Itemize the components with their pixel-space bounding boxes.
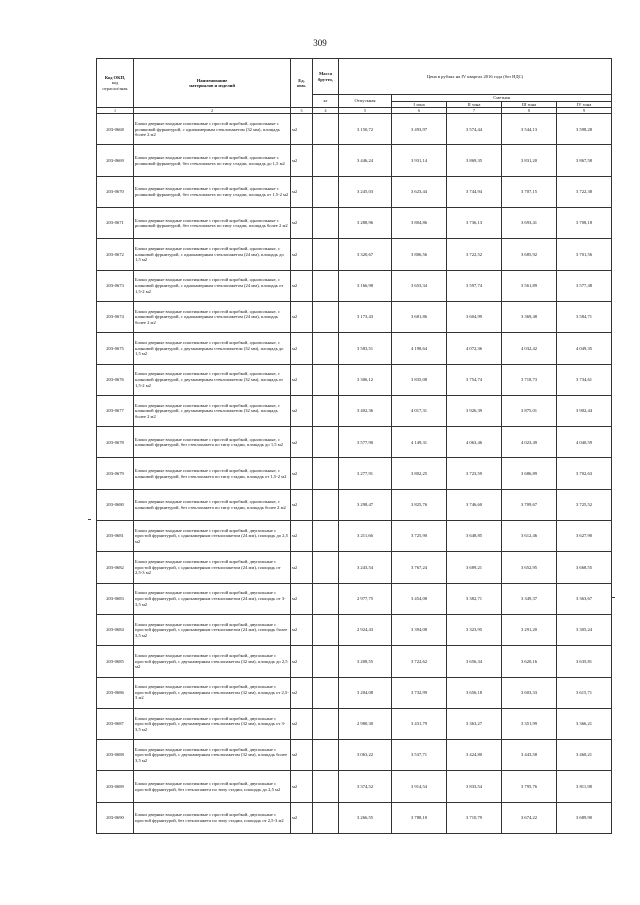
item-price-otpusknaya: 3 446,24 xyxy=(339,145,392,176)
table-row xyxy=(97,364,612,395)
table-row xyxy=(97,552,612,583)
item-unit: м2 xyxy=(291,208,313,239)
item-unit: м2 xyxy=(291,521,313,552)
item-price-zone-1: 3 835,08 xyxy=(392,364,447,395)
item-name: Блоки дверные входные пластиковые с простой коробкой, двупольные с простой фурнитурой, с однокамерным стеклопакетом (24 мм), площадь от 3-3,5 м2 xyxy=(134,583,291,614)
item-price-zone-4: 3 811,98 xyxy=(557,771,612,802)
item-unit: м2 xyxy=(291,489,313,520)
table-row xyxy=(97,646,612,677)
item-code: 203-0689 xyxy=(97,771,134,802)
item-code: 203-0678 xyxy=(97,427,134,458)
item-price-zone-3: 3 875,01 xyxy=(502,395,557,426)
header-mass: Масса брутто, xyxy=(313,59,339,95)
item-price-zone-1: 4 198,64 xyxy=(392,333,447,364)
item-price-zone-1: 3 802,25 xyxy=(392,458,447,489)
item-price-zone-2: 3 722,52 xyxy=(447,239,502,270)
item-name: Блоки дверные входные пластиковые с простой коробкой, однопольные, с клиновой фурнитурой, с однокамерным стеклопакетом (24 мм), площадь более 2 м2 xyxy=(134,301,291,332)
item-price-zone-3: 3 349,37 xyxy=(502,583,557,614)
item-price-otpusknaya: 3 298,47 xyxy=(339,489,392,520)
item-price-zone-4: 4 049,35 xyxy=(557,333,612,364)
item-price-zone-2: 3 323,95 xyxy=(447,614,502,645)
item-price-otpusknaya: 3 063,22 xyxy=(339,740,392,771)
header-code: Код ОКП, код отрасли/знак xyxy=(97,59,134,108)
item-mass xyxy=(313,614,339,645)
column-number: 1 xyxy=(97,108,134,114)
item-price-zone-4: 3 635,81 xyxy=(557,646,612,677)
item-price-zone-3: 3 620,16 xyxy=(502,646,557,677)
item-price-zone-3: 3 351,99 xyxy=(502,708,557,739)
item-name: Блоки дверные входные пластиковые с простой коробкой, двупольные с простой фурнитурой, с однокамерным стеклопакетом (24 мм), площадь до 2,5 м2 xyxy=(134,521,291,552)
item-mass xyxy=(313,176,339,207)
item-mass xyxy=(313,364,339,395)
item-price-zone-2: 3 689,21 xyxy=(447,552,502,583)
item-name: Блоки дверные входные пластиковые с простой коробкой, однопольные с роликовой фурнитурой, без стеклопакета по типу стадии, площадь более 2 м2 xyxy=(134,208,291,239)
item-price-otpusknaya: 2 980,30 xyxy=(339,708,392,739)
item-code: 203-0671 xyxy=(97,208,134,239)
header-otpusknaya: Отпускная xyxy=(339,95,392,108)
item-code: 203-0679 xyxy=(97,458,134,489)
item-unit: м2 xyxy=(291,740,313,771)
item-price-zone-2: 3 710,79 xyxy=(447,802,502,833)
item-price-zone-2: 4 072,36 xyxy=(447,333,502,364)
header-zone-4: IV зона xyxy=(557,101,612,108)
item-code: 203-0668 xyxy=(97,114,134,145)
column-number: 3 xyxy=(291,108,313,114)
item-price-zone-4: 3 366,21 xyxy=(557,708,612,739)
item-price-otpusknaya: 3 173,43 xyxy=(339,301,392,332)
item-price-zone-3: 3 685,92 xyxy=(502,239,557,270)
item-name: Блоки дверные входные пластиковые с простой коробкой, двупольные с простой фурнитурой, без стеклопакета по типу стадии, площадь до 2,5 м2 xyxy=(134,771,291,802)
item-price-otpusknaya: 3 166,98 xyxy=(339,270,392,301)
item-price-otpusknaya: 3 374,52 xyxy=(339,771,392,802)
item-price-zone-3: 3 369,48 xyxy=(502,301,557,332)
margin-mark xyxy=(88,519,91,520)
table-row xyxy=(97,802,612,833)
item-unit: м2 xyxy=(291,239,313,270)
item-name: Блоки дверные входные пластиковые с простой коробкой, однопольные с роликовой фурнитурой, без стеклопакета по типу стадии, площадь до 1,5 м2 xyxy=(134,145,291,176)
item-name: Блоки дверные входные пластиковые с простой коробкой, однопольные, с клиновой фурнитурой, с однокамерным стеклопакетом (24 мм), площадь от 1,5-2 м2 xyxy=(134,270,291,301)
header-name: Наименование материалов и изделий xyxy=(134,59,291,108)
item-unit: м2 xyxy=(291,677,313,708)
item-price-zone-2: 3 424,80 xyxy=(447,740,502,771)
item-price-zone-3: 3 291,20 xyxy=(502,614,557,645)
table-row xyxy=(97,239,612,270)
margin-mark xyxy=(612,597,615,598)
item-price-zone-3: 3 544,13 xyxy=(502,114,557,145)
item-price-zone-1: 3 681,86 xyxy=(392,301,447,332)
item-price-zone-3: 3 707,15 xyxy=(502,176,557,207)
item-price-zone-4: 3 577,48 xyxy=(557,270,612,301)
header-zone-3: III зона xyxy=(502,101,557,108)
table-row xyxy=(97,708,612,739)
item-mass xyxy=(313,802,339,833)
item-price-otpusknaya: 3 583,51 xyxy=(339,333,392,364)
item-price-zone-1: 3 732,99 xyxy=(392,677,447,708)
item-name: Блоки дверные входные пластиковые с простой коробкой, двупольные с простой фурнитурой, с однокамерным стеклопакетом (24 мм), площадь от 2,5-3 м2 xyxy=(134,552,291,583)
item-unit: м2 xyxy=(291,458,313,489)
item-unit: м2 xyxy=(291,708,313,739)
table-row xyxy=(97,395,612,426)
item-price-zone-1: 3 537,71 xyxy=(392,740,447,771)
item-mass xyxy=(313,771,339,802)
item-unit: м2 xyxy=(291,395,313,426)
item-price-zone-2: 3 597,74 xyxy=(447,270,502,301)
item-unit: м2 xyxy=(291,646,313,677)
item-code: 203-0683 xyxy=(97,583,134,614)
item-price-zone-4: 3 701,56 xyxy=(557,239,612,270)
item-price-zone-1: 3 623,44 xyxy=(392,176,447,207)
item-price-zone-3: 4 023,49 xyxy=(502,427,557,458)
item-code: 203-0670 xyxy=(97,176,134,207)
header-zones-title: Сметная xyxy=(392,95,612,102)
item-price-otpusknaya: 3 277,91 xyxy=(339,458,392,489)
item-price-zone-4: 3 867,58 xyxy=(557,145,612,176)
item-code: 203-0680 xyxy=(97,489,134,520)
table-row xyxy=(97,614,612,645)
item-price-zone-3: 3 652,95 xyxy=(502,552,557,583)
item-unit: м2 xyxy=(291,552,313,583)
price-table xyxy=(96,58,612,834)
item-price-zone-2: 3 744,94 xyxy=(447,176,502,207)
table-row xyxy=(97,270,612,301)
item-price-zone-2: 3 926,39 xyxy=(447,395,502,426)
item-price-otpusknaya: 3 204,08 xyxy=(339,677,392,708)
item-mass xyxy=(313,458,339,489)
item-price-otpusknaya: 2 924,43 xyxy=(339,614,392,645)
item-price-otpusknaya: 3 150,72 xyxy=(339,114,392,145)
item-price-zone-1: 3 653,34 xyxy=(392,270,447,301)
item-price-zone-2: 3 723,59 xyxy=(447,458,502,489)
item-price-zone-4: 3 668,55 xyxy=(557,552,612,583)
item-price-zone-4: 3 689,90 xyxy=(557,802,612,833)
item-price-zone-2: 3 656,18 xyxy=(447,677,502,708)
item-code: 203-0687 xyxy=(97,708,134,739)
table-row xyxy=(97,521,612,552)
item-price-zone-3: 3 831,20 xyxy=(502,145,557,176)
item-name: Блоки дверные входные пластиковые с простой коробкой, однопольные, с клиновой фурнитурой, без стеклопакета по типу стадии, площадь до 1,5 м2 xyxy=(134,427,291,458)
table-row xyxy=(97,114,612,145)
item-price-zone-4: 3 734,61 xyxy=(557,364,612,395)
header-zone-1: I зона xyxy=(392,101,447,108)
item-mass xyxy=(313,395,339,426)
item-mass xyxy=(313,208,339,239)
item-price-otpusknaya: 3 243,54 xyxy=(339,552,392,583)
item-unit: м2 xyxy=(291,176,313,207)
item-price-zone-4: 3 708,18 xyxy=(557,208,612,239)
item-price-zone-2: 3 382,71 xyxy=(447,583,502,614)
item-price-zone-4: 3 363,67 xyxy=(557,583,612,614)
item-price-otpusknaya: 3 577,90 xyxy=(339,427,392,458)
item-price-zone-2: 3 363,27 xyxy=(447,708,502,739)
item-price-zone-2: 3 656,34 xyxy=(447,646,502,677)
item-price-zone-2: 3 869,35 xyxy=(447,145,502,176)
item-code: 203-0684 xyxy=(97,614,134,645)
item-price-zone-1: 3 394,08 xyxy=(392,614,447,645)
item-unit: м2 xyxy=(291,583,313,614)
column-number: 6 xyxy=(392,108,447,114)
item-price-zone-2: 3 604,99 xyxy=(447,301,502,332)
item-price-zone-2: 3 648,85 xyxy=(447,521,502,552)
item-price-zone-4: 3 460,21 xyxy=(557,740,612,771)
item-mass xyxy=(313,427,339,458)
column-number: 5 xyxy=(339,108,392,114)
item-price-zone-2: 3 746,60 xyxy=(447,489,502,520)
item-price-zone-3: 3 603,33 xyxy=(502,677,557,708)
item-code: 203-0674 xyxy=(97,301,134,332)
item-code: 203-0690 xyxy=(97,802,134,833)
item-name: Блоки дверные входные пластиковые с простой коробкой, двупольные с простой фурнитурой, с двухкамерным стеклопакетом (32 мм), площадь от 3-3,5 м2 xyxy=(134,708,291,739)
item-price-otpusknaya: 3 266,55 xyxy=(339,802,392,833)
item-mass xyxy=(313,740,339,771)
table-row xyxy=(97,583,612,614)
item-unit: м2 xyxy=(291,427,313,458)
header-mass-unit: кг xyxy=(313,95,339,108)
item-price-zone-1: 4 017,31 xyxy=(392,395,447,426)
item-name: Блоки дверные входные пластиковые с простой коробкой, двупольные с простой фурнитурой, с двухкамерным стеклопакетом (32 мм), площадь до 2,5 м2 xyxy=(134,646,291,677)
item-price-zone-3: 3 795,76 xyxy=(502,771,557,802)
item-price-otpusknaya: 3 402,36 xyxy=(339,395,392,426)
item-price-zone-1: 3 788,10 xyxy=(392,802,447,833)
item-price-otpusknaya: 3 288,96 xyxy=(339,208,392,239)
item-unit: м2 xyxy=(291,771,313,802)
table-row xyxy=(97,176,612,207)
item-unit: м2 xyxy=(291,114,313,145)
item-name: Блоки дверные входные пластиковые с простой коробкой, однопольные с роликовой фурнитурой, без стеклопакета по типу стадии, площадь от 1,5-2 м2 xyxy=(134,176,291,207)
item-price-zone-1: 3 931,14 xyxy=(392,145,447,176)
table-row xyxy=(97,145,612,176)
item-code: 203-0677 xyxy=(97,395,134,426)
item-mass xyxy=(313,489,339,520)
item-name: Блоки дверные входные пластиковые с простой коробкой, однопольные, с клиновой фурнитурой, с двухкамерным стеклопакетом (32 мм), площадь до 1,5 м2 xyxy=(134,333,291,364)
item-price-zone-2: 4 063,46 xyxy=(447,427,502,458)
item-unit: м2 xyxy=(291,333,313,364)
item-price-zone-3: 3 612,46 xyxy=(502,521,557,552)
item-price-zone-4: 3 902,44 xyxy=(557,395,612,426)
item-price-zone-2: 3 754,74 xyxy=(447,364,502,395)
item-name: Блоки дверные входные пластиковые с простой коробкой, однопольные с роликовой фурнитурой, с однокамерным стеклопакетом (32 мм), площадь более 2 м2 xyxy=(134,114,291,145)
item-price-zone-4: 3 598,28 xyxy=(557,114,612,145)
item-price-zone-4: 3 722,38 xyxy=(557,176,612,207)
item-price-zone-1: 3 914,54 xyxy=(392,771,447,802)
item-price-zone-3: 4 032,42 xyxy=(502,333,557,364)
item-price-zone-3: 3 709,67 xyxy=(502,489,557,520)
item-price-zone-4: 4 040,59 xyxy=(557,427,612,458)
item-mass xyxy=(313,333,339,364)
header-zone-2: II зона xyxy=(447,101,502,108)
item-code: 203-0688 xyxy=(97,740,134,771)
table-row xyxy=(97,333,612,364)
item-unit: м2 xyxy=(291,301,313,332)
item-price-zone-3: 3 686,89 xyxy=(502,458,557,489)
item-price-otpusknaya: 3 245,03 xyxy=(339,176,392,207)
table-row xyxy=(97,208,612,239)
table-row xyxy=(97,458,612,489)
item-price-zone-1: 4 149,31 xyxy=(392,427,447,458)
item-price-zone-2: 3 736,13 xyxy=(447,208,502,239)
item-name: Блоки дверные входные пластиковые с простой коробкой, двупольные с простой фурнитурой, с двухкамерным стеклопакетом (32 мм), площадь более 3,5 м2 xyxy=(134,740,291,771)
item-code: 203-0682 xyxy=(97,552,134,583)
item-price-zone-3: 3 693,41 xyxy=(502,208,557,239)
item-price-zone-4: 3 725,52 xyxy=(557,489,612,520)
item-price-zone-1: 3 804,86 xyxy=(392,208,447,239)
item-name: Блоки дверные входные пластиковые с простой коробкой, однопольные, с клиновой фурнитурой, без стеклопакета по типу стадии, площадь от 1,5-2 м2 xyxy=(134,458,291,489)
item-mass xyxy=(313,301,339,332)
table-row xyxy=(97,771,612,802)
item-code: 203-0685 xyxy=(97,646,134,677)
item-price-otpusknaya: 3 306,12 xyxy=(339,364,392,395)
column-number: 9 xyxy=(557,108,612,114)
item-price-zone-3: 3 674,22 xyxy=(502,802,557,833)
item-name: Блоки дверные входные пластиковые с простой коробкой, двупольные с простой фурнитурой, с двухкамерным стеклопакетом (32 мм), площадь от 2,5-3 м2 xyxy=(134,677,291,708)
item-price-zone-1: 3 454,08 xyxy=(392,583,447,614)
item-mass xyxy=(313,145,339,176)
item-price-zone-3: 3 443,58 xyxy=(502,740,557,771)
header-price-title: Цена в рублях на IV квартал 2016 года (без НДС) xyxy=(339,59,612,95)
item-price-zone-1: 3 806,56 xyxy=(392,239,447,270)
item-price-otpusknaya: 3 208,55 xyxy=(339,646,392,677)
item-price-zone-1: 3 493,97 xyxy=(392,114,447,145)
item-price-zone-4: 3 584,71 xyxy=(557,301,612,332)
item-unit: м2 xyxy=(291,802,313,833)
column-number: 2 xyxy=(134,108,291,114)
table-row xyxy=(97,427,612,458)
item-mass xyxy=(313,552,339,583)
item-mass xyxy=(313,583,339,614)
item-code: 203-0669 xyxy=(97,145,134,176)
item-price-zone-4: 3 702,63 xyxy=(557,458,612,489)
table-body xyxy=(97,114,612,834)
item-price-zone-1: 3 767,24 xyxy=(392,552,447,583)
item-code: 203-0672 xyxy=(97,239,134,270)
table-row xyxy=(97,677,612,708)
item-price-zone-1: 3 722,62 xyxy=(392,646,447,677)
item-price-zone-2: 3 833,54 xyxy=(447,771,502,802)
item-name: Блоки дверные входные пластиковые с простой коробкой, однопольные, с клиновой фурнитурой, с двухкамерным стеклопакетом (32 мм), площадь более 2 м2 xyxy=(134,395,291,426)
item-price-zone-4: 3 615,71 xyxy=(557,677,612,708)
item-price-zone-4: 3 627,90 xyxy=(557,521,612,552)
item-name: Блоки дверные входные пластиковые с простой коробкой, однопольные, с клиновой фурнитурой, с однокамерным стеклопакетом (24 мм), площадь до 1,5 м2 xyxy=(134,239,291,270)
item-mass xyxy=(313,646,339,677)
item-code: 203-0673 xyxy=(97,270,134,301)
table-header xyxy=(97,59,612,114)
page-number: 309 xyxy=(313,38,327,48)
item-price-otpusknaya: 2 977,75 xyxy=(339,583,392,614)
item-mass xyxy=(313,270,339,301)
item-code: 203-0681 xyxy=(97,521,134,552)
header-unit: Ед. изм. xyxy=(291,59,313,108)
table-row xyxy=(97,301,612,332)
column-number: 8 xyxy=(502,108,557,114)
item-code: 203-0676 xyxy=(97,364,134,395)
item-mass xyxy=(313,677,339,708)
item-name: Блоки дверные входные пластиковые с простой коробкой, однопольные, с клиновой фурнитурой, с двухкамерным стеклопакетом (32 мм), площадь от 1,5-2 м2 xyxy=(134,364,291,395)
item-mass xyxy=(313,521,339,552)
item-price-zone-4: 3 305,24 xyxy=(557,614,612,645)
item-price-zone-3: 3 718,73 xyxy=(502,364,557,395)
item-code: 203-0675 xyxy=(97,333,134,364)
item-price-zone-1: 3 825,76 xyxy=(392,489,447,520)
item-mass xyxy=(313,239,339,270)
item-unit: м2 xyxy=(291,145,313,176)
item-name: Блоки дверные входные пластиковые с простой коробкой, двупольные с простой фурнитурой, без стеклопакета по типу стадии, площадь от 2,5-3 м2 xyxy=(134,802,291,833)
table-row xyxy=(97,489,612,520)
column-number: 7 xyxy=(447,108,502,114)
item-unit: м2 xyxy=(291,614,313,645)
item-price-zone-3: 3 561,89 xyxy=(502,270,557,301)
item-mass xyxy=(313,708,339,739)
column-number: 4 xyxy=(313,108,339,114)
item-price-zone-1: 3 725,90 xyxy=(392,521,447,552)
item-price-zone-1: 3 431,79 xyxy=(392,708,447,739)
table-row xyxy=(97,740,612,771)
item-price-otpusknaya: 3 320,67 xyxy=(339,239,392,270)
item-price-zone-2: 3 574,44 xyxy=(447,114,502,145)
item-price-otpusknaya: 3 211,66 xyxy=(339,521,392,552)
item-code: 203-0686 xyxy=(97,677,134,708)
item-unit: м2 xyxy=(291,270,313,301)
item-name: Блоки дверные входные пластиковые с простой коробкой, двупольные с простой фурнитурой, с однокамерным стеклопакетом (24 мм), площадь более 3,5 м2 xyxy=(134,614,291,645)
item-unit: м2 xyxy=(291,364,313,395)
item-name: Блоки дверные входные пластиковые с простой коробкой, однопольные, с клиновой фурнитурой, без стеклопакета по типу стадии, площадь более 2 м2 xyxy=(134,489,291,520)
item-mass xyxy=(313,114,339,145)
